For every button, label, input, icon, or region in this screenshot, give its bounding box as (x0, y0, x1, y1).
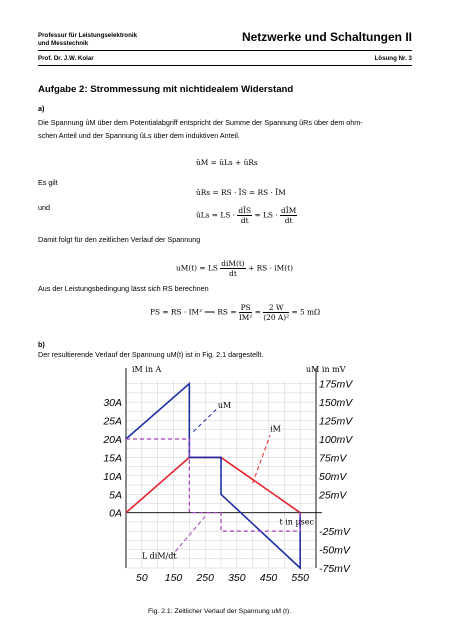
eq3-lhs: ûLs = LS · (196, 210, 236, 220)
x-tick-label: 250 (196, 572, 214, 584)
right-axis-label: uM in mV (306, 365, 346, 374)
eq3-fraction-1: $\frac{\text{dÎS}}{dt}$ (238, 206, 252, 225)
x-axis-label: t in µsec (279, 517, 314, 527)
left-tick-label: 25A (103, 415, 122, 428)
right-tick-label: 50mV (319, 470, 347, 483)
part-a-text-line2: schen Anteil und der Spannung ûLs über dem induktiven Anteil. (38, 130, 240, 140)
und-text: und (38, 203, 50, 212)
x-tick-label: 450 (259, 572, 278, 584)
course-title: Netzwerke und Schaltungen II (241, 30, 412, 44)
professor-name: Prof. Dr. J.W. Kolar (38, 55, 94, 62)
x-tick-label: 50 (135, 572, 148, 584)
right-tick-label: 75mV (319, 452, 347, 465)
eq4-rhs: + RS · iM(t) (248, 263, 293, 273)
eq3-mid: = LS · (254, 210, 278, 220)
solution-number: Lösung Nr. 3 (374, 55, 412, 62)
eq5-rhs: = 5 mΩ (291, 307, 321, 317)
institute-name-line1: Professur für Leistungselektronik (38, 32, 138, 39)
institute-name-line2: und Messtechnik (38, 40, 89, 47)
eq4-lhs: uM(t) = LS (176, 263, 218, 273)
annotation-ldidt: L diM/dt (141, 551, 177, 561)
left-tick-label: 10A (103, 470, 122, 483)
x-tick-label: 350 (228, 572, 246, 584)
x-tick-label: 550 (291, 572, 309, 584)
eq3-fraction-2: $\frac{\text{dÎM}}{dt}$ (281, 206, 297, 225)
aus-text: Aus der Leistungsbedingung lässt sich RS berechnen (38, 284, 209, 293)
left-tick-label: 30A (103, 397, 122, 410)
eq5-eq: = (254, 307, 261, 317)
eq5-fraction-1: $\frac{PS}{\text{IM²}}$ (238, 303, 253, 322)
left-axis-label: iM in A (132, 365, 162, 374)
left-tick-label: 15A (103, 452, 122, 465)
task-title: Aufgabe 2: Strommessung mit nichtidealem Widerstand (38, 84, 294, 95)
eq5-lhs: PS = RS · IM² ⟹ RS = (150, 307, 237, 317)
part-a-label: a) (38, 104, 45, 113)
x-tick-label: 150 (164, 572, 183, 584)
left-tick-label: 0A (109, 507, 122, 520)
part-b-label: b) (38, 340, 45, 349)
part-b-text: Der resultierende Verlauf der Spannung uM(t) ist in Fig. 2.1 dargestellt. (38, 350, 264, 359)
equation-resistive-voltage: ûRs = RS · ÎS = RS · ÎM (196, 188, 286, 197)
part-a-text-line1: Die Spannung ûM über dem Potentialabgriff entspricht der Summe der Spannung ûRs über dem ohm- (38, 118, 363, 127)
annotation-uM: uM (217, 401, 232, 411)
damit-text: Damit folgt für den zeitlichen Verlauf der Spannung (38, 235, 201, 244)
right-tick-label: -75mV (319, 563, 350, 575)
figure-caption: Fig. 2.1: Zeitlicher Verlauf der Spannung uM (t). (148, 608, 292, 615)
right-tick-label: 150mV (319, 397, 353, 410)
annotation-iM: iM (270, 424, 281, 434)
right-tick-label: -50mV (319, 544, 350, 557)
equation-voltage-sum: ûM = ûLs + ûRs (196, 158, 258, 167)
right-tick-label: -25mV (319, 526, 350, 539)
right-tick-label: 175mV (319, 378, 353, 391)
left-tick-label: 20A (103, 433, 122, 446)
right-tick-label: 125mV (319, 415, 353, 428)
left-tick-label: 5A (109, 489, 122, 502)
es-gilt-text: Es gilt (38, 178, 58, 187)
eq4-fraction: $\frac{\text{diM(t)}}{dt}$ (221, 259, 245, 278)
right-tick-label: 100mV (319, 433, 353, 446)
right-tick-label: 25mV (319, 489, 347, 502)
eq5-fraction-2: $\frac{2 W}{\text{(20 A)²}}$ (263, 303, 290, 322)
